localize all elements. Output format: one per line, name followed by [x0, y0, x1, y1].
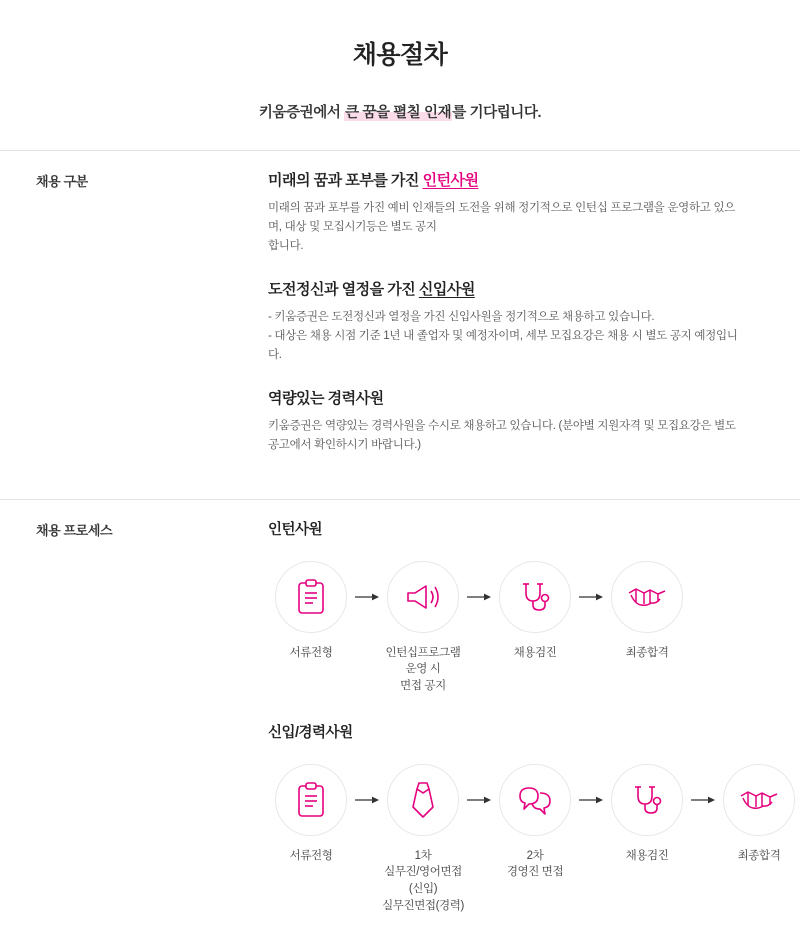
step-icon-circle — [723, 764, 795, 836]
process-flow-newhire-experienced — [268, 764, 802, 915]
step-label-line3: 실무진면접(경력) — [382, 900, 464, 912]
job-desc-line: - 대상은 채용 시점 기준 1년 내 졸업자 및 예정자이며, 세부 모집요강은 채용 시 별도 공지 예정입니다. — [268, 327, 743, 365]
handshake-icon — [627, 582, 667, 612]
job-title-new-hire-accent: 신입사원 — [419, 281, 475, 298]
arrow-icon — [578, 764, 604, 836]
step-label: 최종합격 — [604, 645, 690, 662]
step-label — [380, 645, 466, 695]
step-label-line1: 인턴십프로그램 운영 시 — [386, 647, 461, 676]
arrow-icon — [466, 764, 492, 836]
step-icon-circle — [387, 764, 459, 836]
job-title-intern — [268, 169, 764, 190]
clipboard-icon — [294, 578, 328, 616]
step-label — [380, 848, 466, 915]
job-block-experienced — [268, 387, 764, 455]
arrow-icon — [354, 561, 380, 633]
step-label-line1: 2차 — [527, 850, 544, 862]
process-step — [716, 764, 802, 865]
step-icon-circle — [275, 561, 347, 633]
step-icon-circle — [387, 561, 459, 633]
section-body-process — [236, 518, 802, 941]
process-group-title-newhire-experienced: 신입/경력사원 — [268, 721, 802, 742]
section-label-job-types: 채용 구분 — [36, 169, 236, 461]
arrow-icon — [466, 561, 492, 633]
step-icon-circle — [611, 561, 683, 633]
job-title-experienced — [268, 387, 764, 408]
job-block-intern — [268, 169, 764, 256]
job-title-intern-accent: 인턴사원 — [423, 172, 479, 189]
step-icon-circle — [611, 764, 683, 836]
process-step — [380, 764, 466, 915]
job-desc-intern — [268, 199, 743, 256]
step-label: 최종합격 — [716, 848, 802, 865]
lead-text-after: 를 기다립니다. — [452, 105, 541, 121]
arrow-icon — [578, 561, 604, 633]
process-step — [604, 764, 690, 865]
stethoscope-icon — [517, 579, 553, 615]
job-title-intern-plain: 미래의 꿈과 포부를 가진 — [268, 172, 423, 189]
job-block-new-hire — [268, 278, 764, 365]
job-desc-new-hire — [268, 308, 743, 365]
step-label: 채용검진 — [492, 645, 578, 662]
process-step — [268, 561, 354, 662]
handshake-icon — [739, 785, 779, 815]
step-label-line2: 면접 공지 — [400, 680, 446, 692]
job-desc-line: 미래의 꿈과 포부를 가진 예비 인재들의 도전을 위해 정기적으로 인턴십 프로그램을 운영하고 있으며, 대상 및 모집시기등은 별도 공지 — [268, 199, 743, 237]
step-icon-circle — [499, 561, 571, 633]
process-group-newhire-experienced — [268, 721, 802, 915]
megaphone-icon — [404, 580, 442, 614]
necktie-icon — [410, 780, 436, 820]
process-flow-intern — [268, 561, 802, 695]
process-step — [492, 561, 578, 662]
process-step — [380, 561, 466, 695]
section-label-process: 채용 프로세스 — [36, 518, 236, 941]
step-icon-circle — [275, 764, 347, 836]
job-desc-line: - 키움증권은 도전정신과 열정을 가진 신입사원을 정기적으로 채용하고 있습니다. — [268, 308, 743, 327]
step-label: 서류전형 — [268, 848, 354, 865]
clipboard-icon — [294, 781, 328, 819]
step-icon-circle — [499, 764, 571, 836]
lead-text-before: 키움증권에서 — [259, 105, 344, 121]
step-label-line2: 경영진 면접 — [507, 866, 563, 878]
lead-text-highlight: 큰 꿈을 펼칠 인재 — [344, 105, 452, 121]
section-job-types — [0, 151, 800, 471]
page-title: 채용절차 — [0, 17, 800, 71]
section-body-job-types — [236, 169, 764, 461]
process-step — [604, 561, 690, 662]
section-process — [0, 500, 800, 950]
arrow-icon — [354, 764, 380, 836]
job-title-experienced-plain: 역량있는 경력사원 — [268, 390, 384, 407]
step-label-line1: 1차 — [415, 850, 432, 862]
job-desc-line: 키움증권은 역량있는 경력사원을 수시로 채용하고 있습니다. (분야별 지원자격 및 모집요강은 별도 공고에서 확인하시기 바랍니다.) — [268, 417, 743, 455]
job-title-new-hire-plain: 도전정신과 열정을 가진 — [268, 281, 419, 298]
step-label-line2: 실무진/영어면접(신입) — [384, 866, 462, 895]
job-desc-line: 합니다. — [268, 237, 743, 256]
process-group-title-intern: 인턴사원 — [268, 518, 802, 539]
step-label — [492, 848, 578, 881]
step-label: 서류전형 — [268, 645, 354, 662]
step-label: 채용검진 — [604, 848, 690, 865]
speech-bubble-icon — [516, 783, 554, 817]
arrow-icon — [690, 764, 716, 836]
process-step — [492, 764, 578, 881]
stethoscope-icon — [629, 782, 665, 818]
recruitment-process-page — [0, 17, 800, 713]
job-title-new-hire — [268, 278, 764, 299]
job-desc-experienced — [268, 417, 743, 455]
lead-text — [0, 101, 800, 122]
process-group-intern — [268, 518, 802, 695]
process-step — [268, 764, 354, 865]
